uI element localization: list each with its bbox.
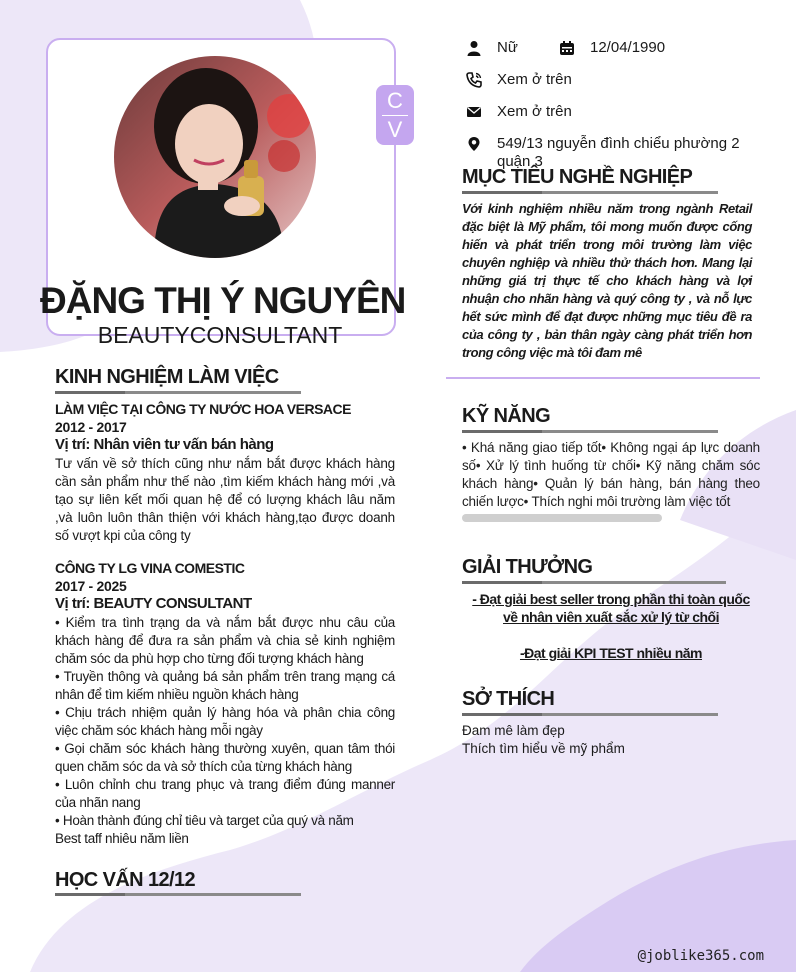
watermark: @joblike365.com [637,948,764,964]
person-icon [466,40,482,56]
goal-text: Với kinh nghiệm nhiều năm trong ngành Retail đặc biệt là Mỹ phẩm, tôi mong muốn được cống hiến và phát triển trong môi trường làm việc chuyên nghiệp và nhiều thử thách hơn. Mang lại những giá trị thực tế cho khách hàng và lợi nhuận cho nhãn hàng và quý công ty , và nỗ lực hết sức mình để đạt được những mục tiêu đề ra của công ty , bản thân ngày càng phát triển hơn trong công việc mà tôi đam mê [462,201,752,360]
address-value: 549/13 nguyễn đình chiểu phường 2 quận 3 [497,135,740,170]
hobbies-underline [462,713,718,716]
cv-badge [376,85,414,145]
awards-underline [462,581,726,584]
award-item-1: - Đạt giải best seller trong phần thi toàn quốc về nhân viên xuất sắc xử lý từ chối [472,591,750,625]
avatar [114,56,316,258]
skills-underline [462,430,718,433]
contact-email [466,103,572,121]
education-underline [55,893,301,896]
job-2-bullet: • Luôn chỉnh chu trang phục và trang điểm đúng manner của nhãn nang [55,777,395,810]
skills-title: KỸ NĂNG [462,405,551,427]
candidate-role: BEAUTYCONSULTANT [97,322,343,348]
birthday-value: 12/04/1990 [590,39,666,56]
gender-value: Nữ [497,39,518,56]
job-2-bullet: • Truyền thông và quảng bá sản phẩm trên trang mạng cá nhân để tìm kiếm nhiều nguồn khách hàng [55,669,395,702]
job-2-position: Vị trí: BEAUTY CONSULTANT [55,595,252,612]
job-2-years: 2017 - 2025 [55,578,127,594]
goal-underline [462,191,718,194]
skill-level-bar [462,514,662,522]
experience-underline [55,391,301,394]
job-1-years: 2012 - 2017 [55,419,127,435]
job-2-bullet: • Chịu trách nhiệm quản lý hàng hóa và phân chia công việc chăm sóc khách hàng mỗi ngày [55,705,395,738]
job-2-company: CÔNG TY LG VINA COMESTIC [55,560,245,576]
job-2-bullet: • Hoàn thành đúng chỉ tiêu và target của quý và năm [55,813,354,828]
job-1-description: Tư vấn về sở thích cũng như nắm bắt được khách hàng cần sản phẩm như thế nào ,tìm kiếm khách hàng mới ,và tạo sự liên kết mối quan hệ để có lượng khách lâu năm ,và luôn luôn thân thiện với khách hàng,tạo được doanh số vượt kpi của công ty [55,456,395,543]
job-2-bullet: Best taff nhiêu năm liền [55,831,189,846]
awards-title: GIẢI THƯỞNG [462,556,593,578]
profile-photo-icon [114,56,316,258]
email-value: Xem ở trên [497,103,572,120]
contact-gender [466,39,665,57]
job-2-bullet: • Gọi chăm sóc khách hàng thường xuyên, quan tâm thói quen chăm sóc da và sở thích của từng khách hàng [55,741,395,774]
phone-icon [466,72,482,88]
job-2-bullet: • Kiểm tra tình trạng da và nắm bắt được nhu câu của khách hàng để đưa ra sản phẩm và chia sẻ kinh nghiệm chăm sóc da phù hợp cho từng đối tượng khách hàng [55,615,395,666]
cv-badge-v: V [387,116,403,142]
education-title: HỌC VẤN 12/12 [55,869,196,891]
envelope-icon [466,104,482,120]
goal-title: MỤC TIÊU NGHỀ NGHIỆP [462,166,693,188]
contact-phone [466,71,572,89]
phone-value: Xem ở trên [497,71,572,88]
cv-badge-c: C [387,87,403,113]
hobby-item-1: Đam mê làm đẹp [462,723,565,738]
hobby-item-2: Thích tìm hiểu về mỹ phẩm [462,741,625,756]
hobbies-title: SỞ THÍCH [462,688,555,710]
job-1-position: Vị trí: Nhân viên tư vấn bán hàng [55,436,274,453]
goal-divider [446,377,760,379]
job-2-bullets [55,614,395,848]
calendar-icon [559,40,575,56]
skills-text: • Khá năng giao tiếp tốt• Không ngại áp lực doanh số• Xử lý tình huống từ chối• Kỹ năng chăm sóc khách hàng• Quản lý bán hàng, bán hàng theo chiến lược• Thích nghi môi trường làm việc tốt [462,440,760,509]
candidate-name: ĐẶNG THỊ Ý NGUYÊN [40,280,406,321]
job-1-company: LÀM VIỆC TẠI CÔNG TY NƯỚC HOA VERSACE [55,401,351,417]
award-item-2: -Đạt giải KPI TEST nhiều năm [519,645,703,661]
location-pin-icon [466,136,482,152]
experience-title: KINH NGHIỆM LÀM VIỆC [55,366,279,388]
